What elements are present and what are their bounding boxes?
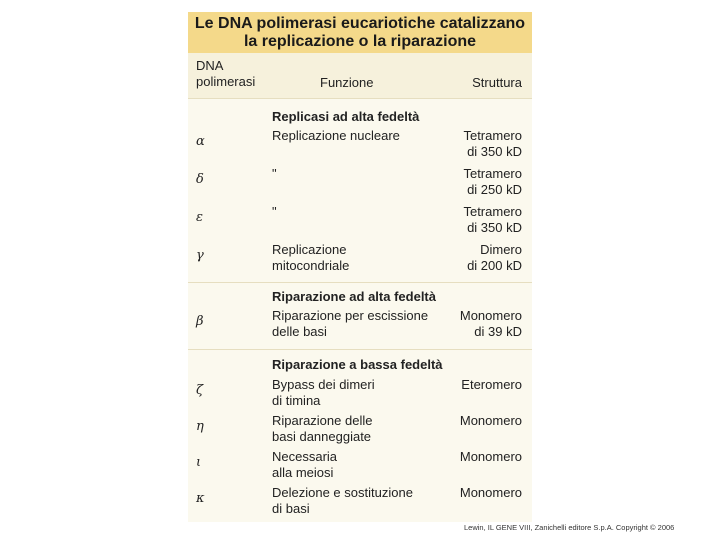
polymerase-symbol: κ — [196, 491, 205, 506]
header-dna-line-2: polimerasi — [196, 74, 256, 89]
polymerase-symbol: ζ — [196, 383, 204, 398]
section-title: Riparazione a bassa fedeltà — [272, 357, 443, 372]
table-row — [188, 308, 532, 342]
table-row — [188, 242, 532, 276]
polymerase-symbol: ι — [196, 455, 202, 470]
header-function: Funzione — [320, 75, 374, 90]
structure-cell: Dimero di 200 kD — [467, 242, 522, 273]
header-dna-polymerase — [196, 58, 255, 90]
table-title — [188, 12, 532, 53]
function-cell: Riparazione per escissione delle basi — [272, 308, 429, 339]
polymerase-symbol: α — [196, 134, 205, 149]
polymerase-symbol: δ — [196, 172, 204, 187]
table-row — [188, 377, 532, 411]
table-row — [188, 204, 532, 238]
title-line-2: la replicazione o la riparazione — [243, 33, 477, 50]
structure-cell: Monomero di 39 kD — [459, 308, 522, 339]
polymerase-table — [188, 12, 532, 522]
structure-cell: Monomero — [459, 413, 522, 428]
function-cell: Necessaria alla meiosi — [272, 449, 338, 480]
table-header — [188, 53, 532, 99]
structure-cell: Tetramero di 250 kD — [463, 166, 522, 197]
header-dna-line-1: DNA — [196, 58, 224, 73]
copyright-footer: Lewin, IL GENE VIII, Zanichelli editore S.p.A. Copyright © 2006 — [464, 523, 675, 532]
section-title: Riparazione ad alta fedeltà — [272, 289, 436, 304]
title-line-1: Le DNA polimerasi eucariotiche catalizzano — [194, 15, 526, 32]
table-row — [188, 413, 532, 447]
table-row — [188, 449, 532, 483]
function-cell: " — [272, 166, 277, 181]
function-cell: Replicazione nucleare — [272, 128, 400, 143]
header-structure: Struttura — [472, 75, 522, 90]
function-cell: Delezione e sostituzione di basi — [272, 485, 413, 516]
function-cell: Bypass dei dimeri di timina — [272, 377, 375, 408]
polymerase-symbol: η — [196, 419, 204, 434]
table-row — [188, 128, 532, 162]
table-row — [188, 485, 532, 519]
structure-cell: Eteromero — [461, 377, 522, 392]
structure-cell: Monomero — [459, 449, 522, 464]
section-high-fidelity-repair — [188, 282, 532, 349]
function-cell: " — [272, 204, 277, 219]
structure-cell: Tetramero di 350 kD — [463, 128, 522, 159]
table-row — [188, 166, 532, 200]
function-cell: Riparazione delle basi danneggiate — [272, 413, 373, 444]
section-low-fidelity-repair — [188, 349, 532, 523]
function-cell: Replicazione mitocondriale — [272, 242, 350, 273]
structure-cell: Monomero — [459, 485, 522, 500]
section-title: Replicasi ad alta fedeltà — [272, 109, 420, 124]
section-high-fidelity-replicases — [188, 99, 532, 282]
polymerase-symbol: ε — [196, 210, 203, 225]
structure-cell: Tetramero di 350 kD — [463, 204, 522, 235]
polymerase-symbol: γ — [196, 248, 204, 263]
polymerase-symbol: β — [196, 314, 204, 329]
